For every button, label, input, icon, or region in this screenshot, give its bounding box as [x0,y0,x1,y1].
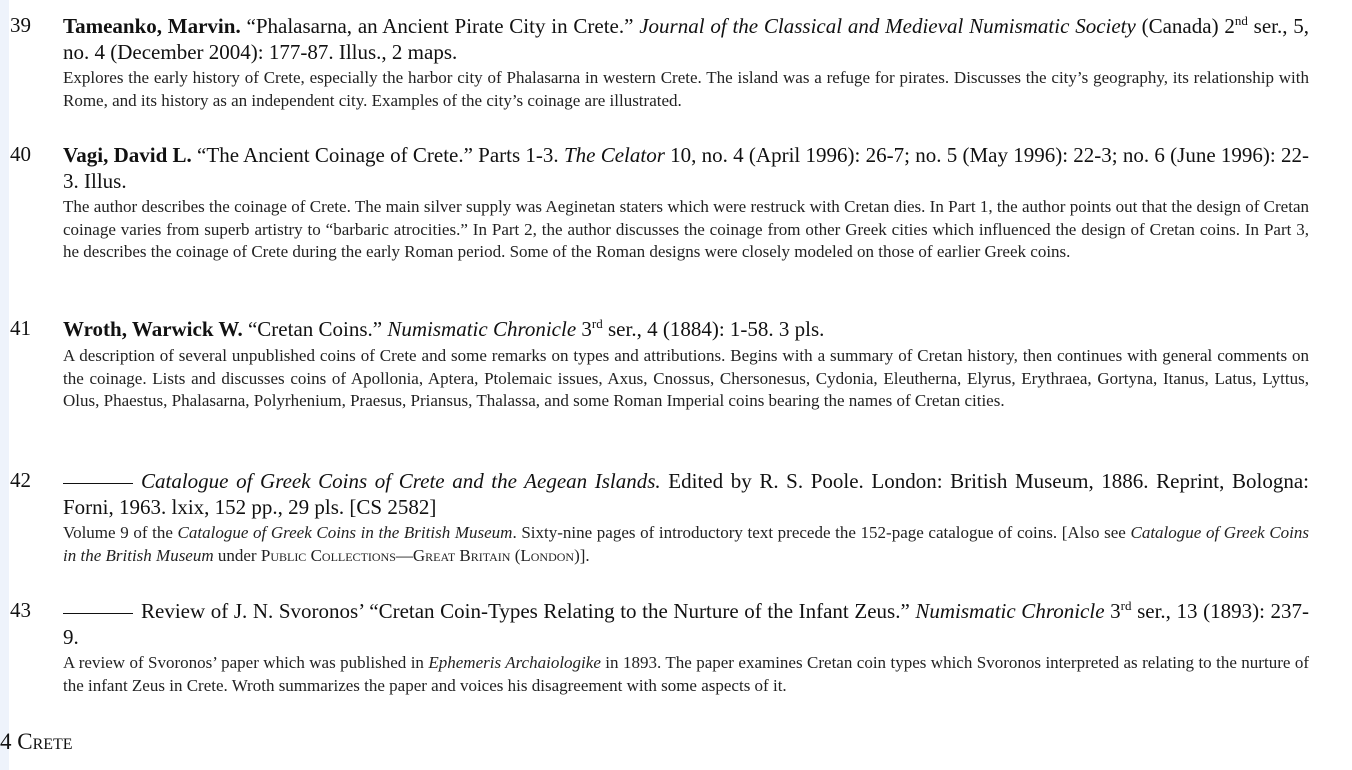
entry-title: Catalogue of Greek Coins of Crete and the Aegean Islands. [141,469,661,493]
entry-journal: Numismatic Chronicle [915,599,1105,623]
entry-citation: Catalogue of Greek Coins of Crete and the Aegean Islands. Edited by R. S. Poole. London: British Museum, 1886. Reprint, Bologna: Forni, 1963. lxix, 152 pp., 29 pls. [CS 2582] [63,469,1309,519]
entry-author: Wroth, Warwick W. [63,317,243,341]
entry-title: “The Ancient Coinage of Crete.” Parts 1-3. [191,143,559,167]
ditto-dash [63,613,133,614]
entry-annotation: Volume 9 of the Catalogue of Greek Coins in the British Museum. Sixty-nine pages of introductory text precede the 152-page catalogue of coins. [Also see Catalogue of Greek Coins in the British Museum under Public Collections—Great Britain (London)]. [63,523,1309,565]
entry-title: “Phalasarna, an Ancient Pirate City in Crete.” [246,14,634,38]
entry-number: 43 [10,598,31,622]
entry-journal: The Celator [563,143,665,167]
entry-author: Vagi, David L. [63,143,192,167]
entry-annotation: The author describes the coinage of Crete. The main silver supply was Aeginetan staters which were restruck with Cretan dies. In Part 1, the author points out that the design of Cretan coinage varies from superb artistry to “barbaric atrocities.” In Part 2, the author discusses the coinage from other Greek cities which influenced the design of Cretan coins. In Part 3, he describes the coinage of Crete during the early Roman period. Some of the Roman designs were closely modeled on those of earlier Greek coins. [63,197,1309,261]
entry-annotation: Explores the early history of Crete, especially the harbor city of Phalasarna in western Crete. The island was a refuge for pirates. Discusses the city’s geography, its relationship with Rome, and its history as an independent city. Examples of the city’s coinage are illustrated. [63,68,1309,110]
entry-author: Tameanko, Marvin. [63,14,241,38]
entry-citation: Tameanko, Marvin. “Phalasarna, an Ancient Pirate City in Crete.” Journal of the Classical and Medieval Numismatic Society (Canada) 2nd ser., 5, no. 4 (December 2004): 177-87. Illus., 2 maps. [63,13,1310,64]
entry-number: 41 [10,316,31,340]
entry-number: 42 [10,468,31,492]
entry-citation: Review of J. N. Svoronos’ “Cretan Coin-Types Relating to the Nurture of the Infant Zeus.” Numismatic Chronicle 3rd ser., 13 (1893): 237-9. [63,598,1310,649]
ditto-dash [63,483,133,484]
entry-citation: Vagi, David L. “The Ancient Coinage of Crete.” Parts 1-3. The Celator 10, no. 4 (April 1996): 26-7; no. 5 (May 1996): 22-3; no. 6 (June 1996): 22-3. Illus. [63,143,1310,193]
entry-journal: Numismatic Chronicle [387,317,577,341]
entry-number: 40 [10,142,31,166]
entry-citation: Wroth, Warwick W. “Cretan Coins.” Numismatic Chronicle 3rd ser., 4 (1884): 1-58. 3 pls. [63,316,825,341]
entry-journal: Journal of the Classical and Medieval Numismatic Society [639,14,1136,38]
entry-annotation: A review of Svoronos’ paper which was published in Ephemeris Archaiologike in 1893. The paper examines Cretan coin types which Svoronos interpreted as relating to the nurture of the infant Zeus in Crete. Wroth summarizes the paper and voices his disagreement with some aspects of it. [63,653,1309,695]
entry-annotation: A description of several unpublished coins of Crete and some remarks on types and attributions. Begins with a summary of Cretan history, then continues with general comments on the coinage. Lists and discusses coins of Apollonia, Aptera, Ptolemaic issues, Axus, Cnossus, Chersonesus, Cydonia, Eleutherna, Elyrus, Erythraea, Gortyna, Itanus, Latus, Lyttus, Olus, Phaestus, Phalasarna, Polyrhenium, Praesus, Priansus, Thalassa, and some Roman Imperial coins bearing the names of Cretan cities. [63,346,1309,410]
entry-title: Review of J. N. Svoronos’ “Cretan Coin-Types Relating to the Nurture of the Infant Zeus.” [141,599,910,623]
page-margin-strip [0,0,9,770]
page-footer: 4 Crete [0,729,73,754]
entry-title: “Cretan Coins.” [242,317,383,341]
entry-number: 39 [10,13,31,37]
